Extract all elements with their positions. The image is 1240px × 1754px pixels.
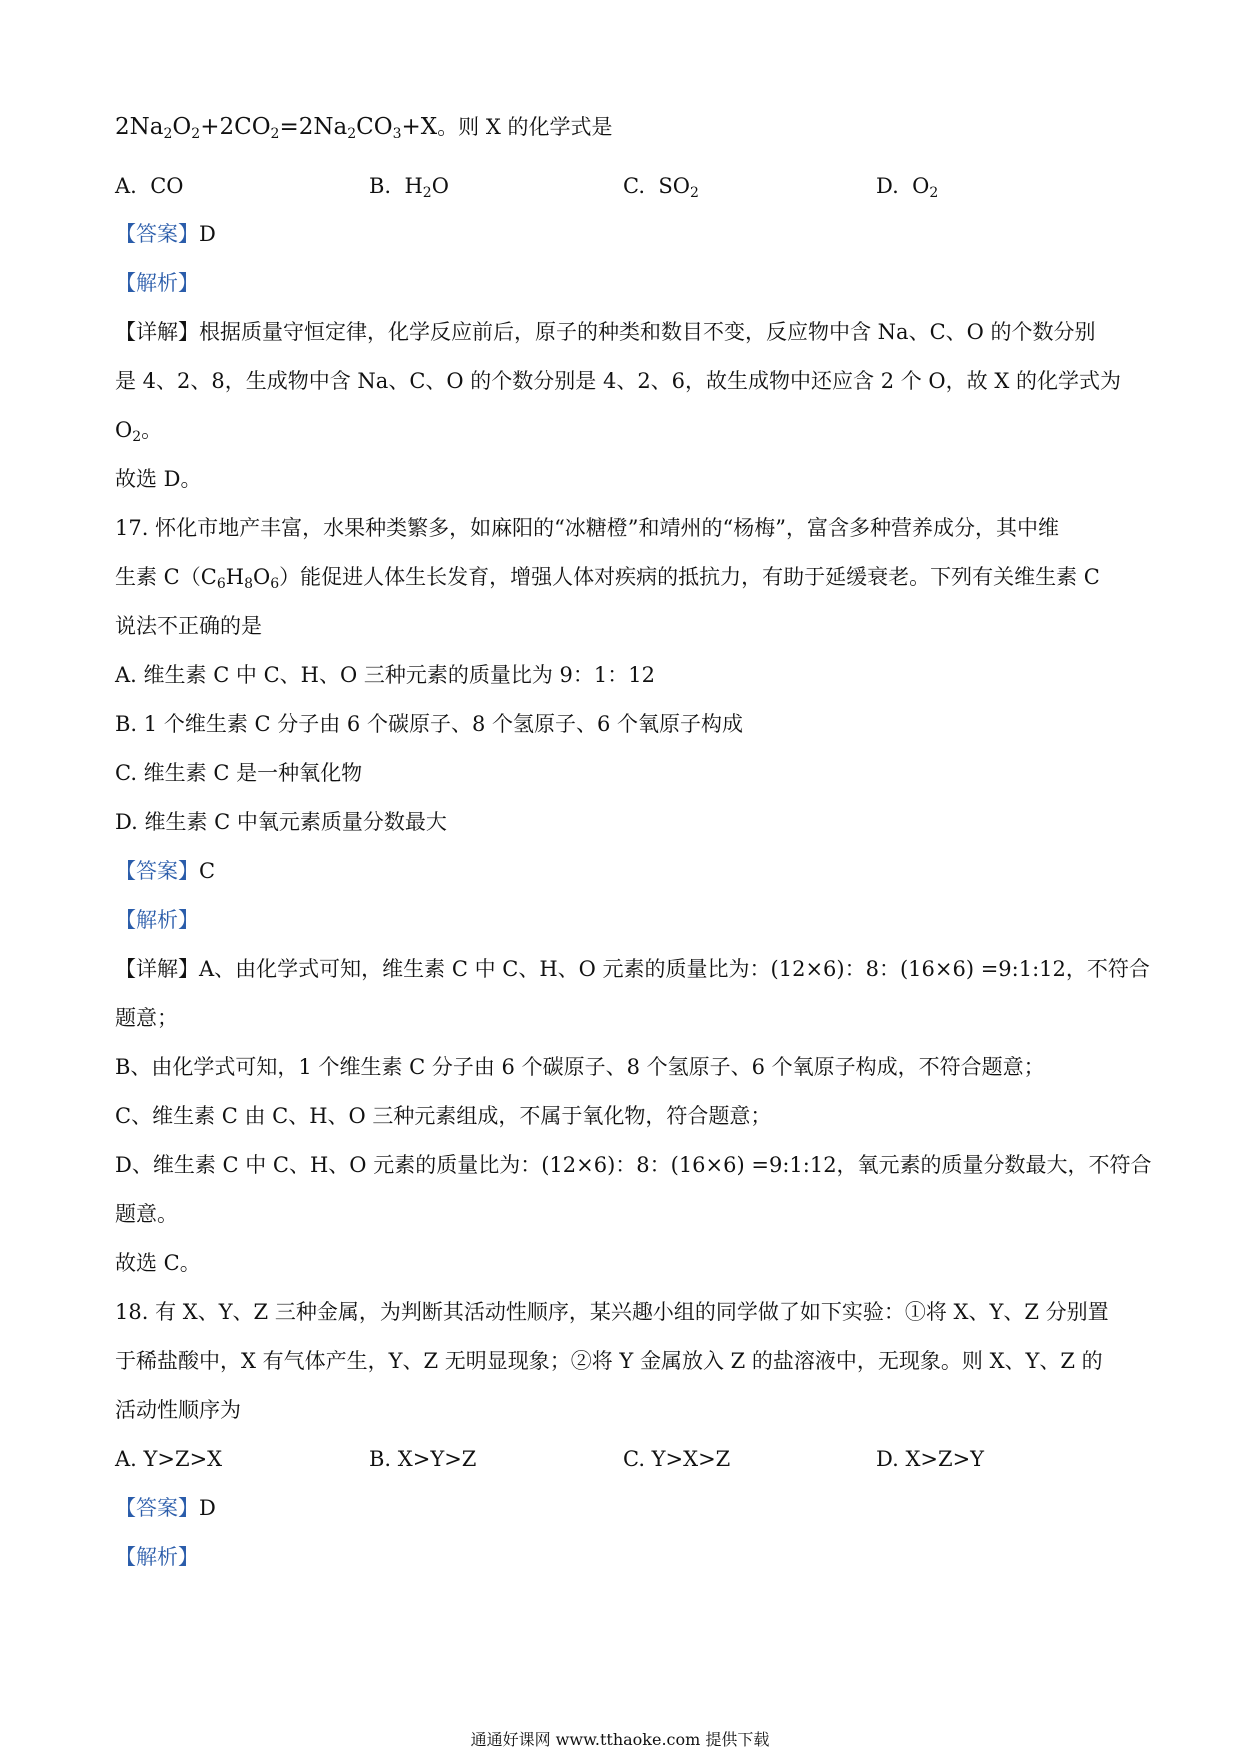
answer-label: 【答案】 — [115, 859, 199, 883]
q17-detail-line-1 — [115, 954, 1150, 984]
q18-stem-line-2 — [115, 1346, 1135, 1376]
q18-option-a — [115, 1444, 222, 1474]
q18-answer — [115, 1493, 1135, 1523]
answer-label: 【答案】 — [115, 1496, 199, 1520]
q17-option-d — [115, 807, 1135, 837]
option-text: H — [404, 174, 423, 198]
q16-option-d — [876, 171, 938, 201]
detail-text: 是 4、2、8，生成物中含 Na、C、O 的个数分别是 4、2、6，故生成物中还应含 2 个 O，故 X 的化学式为 — [115, 369, 1121, 393]
q17-detail-line-6 — [115, 1199, 1135, 1229]
equation-line — [115, 112, 1135, 142]
option-letter: B. — [369, 174, 392, 198]
eq-sub: 2 — [347, 126, 357, 142]
analysis-label: 【解析】 — [115, 1545, 199, 1569]
question-stem: 说法不正确的是 — [115, 614, 262, 638]
detail-label: 【详解】 — [115, 320, 199, 344]
q16-option-c — [623, 171, 699, 201]
question-stem: 于稀盐酸中，X 有气体产生，Y、Z 无明显现象；②将 Y 金属放入 Z 的盐溶液中，无现象。则 X、Y、Z 的 — [115, 1349, 1103, 1373]
q16-analysis-label — [115, 268, 1135, 298]
option-letter: C. — [623, 174, 645, 198]
eq-text: O — [172, 114, 192, 140]
option-text: D. X>Z>Y — [876, 1447, 985, 1471]
question-stem: 生素 C（C — [115, 565, 217, 589]
detail-text: B、由化学式可知，1 个维生素 C 分子由 6 个碳原子、8 个氢原子、6 个氧原子构成，不符合题意； — [115, 1055, 1045, 1079]
eq-sub: 2 — [163, 126, 173, 142]
q18-option-d — [876, 1444, 984, 1474]
q18-stem-line-1 — [115, 1297, 1135, 1327]
answer-value: D — [199, 1496, 216, 1520]
question-stem: ）能促进人体生长发育，增强人体对疾病的抵抗力，有助于延缓衰老。下列有关维生素 C — [279, 565, 1100, 589]
option-text: O — [431, 174, 449, 198]
eq-text: =2Na — [279, 114, 348, 140]
option-text: C. 维生素 C 是一种氧化物 — [115, 761, 363, 785]
q17-option-c — [115, 758, 1135, 788]
q18-option-b — [369, 1444, 476, 1474]
q17-stem-line-2 — [115, 562, 1135, 592]
option-letter: A. — [115, 174, 137, 198]
option-letter: D. — [876, 174, 899, 198]
question-stem: 活动性顺序为 — [115, 1398, 241, 1422]
q16-detail-line-3 — [115, 415, 1135, 445]
page-footer: 通通好课网 www.tthaoke.com 提供下载 — [470, 1730, 770, 1749]
option-text: CO — [150, 174, 184, 198]
analysis-label: 【解析】 — [115, 908, 199, 932]
q16-option-a — [115, 171, 184, 201]
option-sub: 2 — [422, 185, 432, 201]
question-stem: O — [252, 565, 271, 589]
detail-text: A、由化学式可知，维生素 C 中 C、H、O 元素的质量比为：(12×6)：8：(16×6) =9:1:12，不符合 — [199, 957, 1150, 981]
option-text: B. X>Y>Z — [369, 1447, 477, 1471]
question-stem: 18. 有 X、Y、Z 三种金属，为判断其活动性顺序，某兴趣小组的同学做了如下实验：①将 X、Y、Z 分别置 — [115, 1300, 1109, 1324]
eq-text: +X — [401, 114, 438, 140]
q18-option-c — [623, 1444, 730, 1474]
question-stem-tail: 。则 X 的化学式是 — [437, 115, 613, 139]
detail-text: 题意； — [115, 1006, 178, 1030]
q17-stem-line-3 — [115, 611, 1135, 641]
eq-text: +2CO — [200, 114, 271, 140]
q17-detail-line-4 — [115, 1101, 1135, 1131]
detail-text: C、维生素 C 由 C、H、O 三种元素组成，不属于氧化物，符合题意； — [115, 1104, 772, 1128]
q17-detail-line-2 — [115, 1003, 1135, 1033]
option-text: A. Y>Z>X — [115, 1447, 223, 1471]
option-text: C. Y>X>Z — [623, 1447, 731, 1471]
detail-text: 。 — [141, 418, 163, 442]
q16-option-b — [369, 171, 449, 201]
option-text: SO — [658, 174, 690, 198]
choose-text: 故选 C。 — [115, 1251, 201, 1275]
q17-option-b — [115, 709, 1135, 739]
q18-stem-line-3 — [115, 1395, 1135, 1425]
eq-sub: 3 — [392, 126, 402, 142]
formula-sub: 8 — [244, 576, 253, 592]
eq-text: CO — [356, 114, 393, 140]
q17-detail-line-5 — [115, 1150, 1152, 1180]
q17-option-a — [115, 660, 1135, 690]
q16-detail-line-2 — [115, 366, 1135, 396]
detail-text: 根据质量守恒定律，化学反应前后，原子的种类和数目不变，反应物中含 Na、C、O 的个数分别 — [199, 320, 1096, 344]
answer-value: C — [199, 859, 216, 883]
analysis-label: 【解析】 — [115, 271, 199, 295]
eq-text: 2Na — [115, 114, 164, 140]
q16-detail-line-1 — [115, 317, 1135, 347]
option-text: D. 维生素 C 中氧元素质量分数最大 — [115, 810, 447, 834]
option-text: B. 1 个维生素 C 分子由 6 个碳原子、8 个氢原子、6 个氧原子构成 — [115, 712, 744, 736]
q17-answer — [115, 856, 1135, 886]
q16-answer — [115, 219, 1135, 249]
option-sub: 2 — [929, 185, 939, 201]
question-stem: 17. 怀化市地产丰富，水果种类繁多，如麻阳的“冰糖橙”和靖州的“杨梅”，富含多种营养成分，其中维 — [115, 516, 1060, 540]
detail-text: 题意。 — [115, 1202, 178, 1226]
answer-value: D — [199, 222, 216, 246]
question-stem: H — [225, 565, 245, 589]
q18-analysis-label — [115, 1542, 1135, 1572]
q17-analysis-label — [115, 905, 1135, 935]
eq-sub: 2 — [270, 126, 280, 142]
detail-text: O — [115, 418, 133, 442]
q17-choose — [115, 1248, 1135, 1278]
answer-label: 【答案】 — [115, 222, 199, 246]
detail-text: D、维生素 C 中 C、H、O 元素的质量比为：(12×6)：8：(16×6) =9:1:12，氧元素的质量分数最大，不符合 — [115, 1153, 1152, 1177]
eq-sub: 2 — [191, 126, 201, 142]
option-text: A. 维生素 C 中 C、H、O 三种元素的质量比为 9：1：12 — [115, 663, 655, 687]
q17-stem-line-1 — [115, 513, 1135, 543]
detail-sub: 2 — [132, 429, 142, 445]
formula-sub: 6 — [216, 576, 226, 592]
option-text: O — [912, 174, 930, 198]
detail-label: 【详解】 — [115, 957, 199, 981]
formula-sub: 6 — [270, 576, 280, 592]
q16-choose — [115, 464, 1135, 494]
q17-detail-line-3 — [115, 1052, 1135, 1082]
choose-text: 故选 D。 — [115, 467, 202, 491]
option-sub: 2 — [689, 185, 699, 201]
